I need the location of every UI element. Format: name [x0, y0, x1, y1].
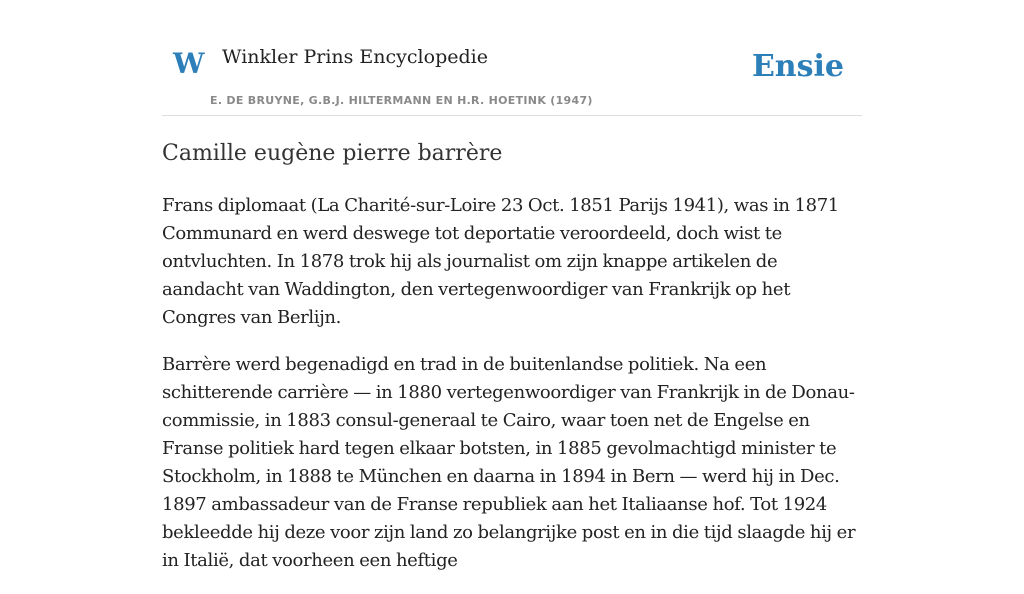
article-title: Camille eugène pierre barrère	[162, 141, 503, 166]
article-body	[162, 192, 862, 594]
source-authors: E. DE BRUYNE, G.B.J. HILTERMANN EN H.R. HOETINK (1947)	[210, 94, 593, 107]
article-paragraph: Frans diplomaat (La Charité-sur-Loire 23 Oct. 1851 Parijs 1941), was in 1871 Communard en werd deswege tot deportatie veroordeeld, doch wist te ontvluchten. In 1878 trok hij als journalist om zijn knappe artikelen de aandacht van Waddington, den vertegenwoordiger van Frankrijk op het Congres van Berlijn.	[162, 195, 839, 328]
winkler-prins-logo[interactable]: W	[173, 47, 205, 80]
article-paragraph: Barrère werd begenadigd en trad in de buitenlandse politiek. Na een schitterende carrière — in 1880 vertegenwoordiger van Frankrijk in de Donau-commissie, in 1883 consul-generaal te Cairo, waar toen net de Engelse en Franse politiek hard tegen elkaar botsten, in 1885 gevolmachtigd minister te Stockholm, in 1888 te München en daarna in 1894 in Bern — werd hij in Dec. 1897 ambassadeur van de Franse republiek aan het Italiaanse hof. Tot 1924 bekleedde hij deze voor zijn land zo belangrijke post en in die tijd slaagde hij er in Italië, dat voorheen een heftige	[162, 354, 856, 571]
source-header	[162, 40, 862, 116]
ensie-logo-link[interactable]: Ensie	[751, 49, 844, 84]
source-title[interactable]: Winkler Prins Encyclopedie	[222, 46, 488, 68]
